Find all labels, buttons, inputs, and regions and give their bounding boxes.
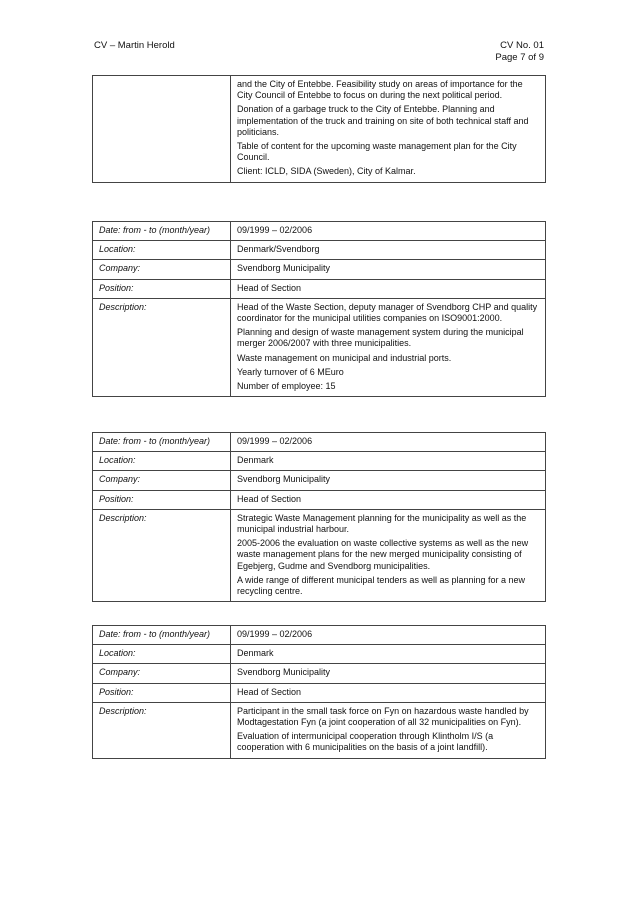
location-row (93, 452, 546, 471)
description-paragraph: and the City of Entebbe. Feasibility study on areas of importance for the City Council of Entebbe to focus on during the next political period. (237, 79, 523, 101)
description-paragraph: 2005-2006 the evaluation on waste collective systems as well as the new waste management plans for the new merged municipality consisting of Egebjerg, Gudme and Svendborg municipalities. (237, 538, 529, 571)
company-value: Svendborg Municipality (231, 260, 546, 279)
continuation-label-cell (93, 76, 231, 183)
description-paragraph: Yearly turnover of 6 MEuro (237, 366, 344, 377)
company-value: Svendborg Municipality (231, 664, 546, 683)
description-paragraph: Table of content for the upcoming waste management plan for the City Council. (237, 141, 517, 163)
position-row (93, 279, 546, 298)
date-label: Date: from - to (month/year) (93, 222, 231, 241)
location-value: Denmark (231, 452, 546, 471)
description-paragraph: Waste management on municipal and industrial ports. (237, 352, 452, 363)
company-row (93, 664, 546, 683)
description-value (231, 509, 546, 601)
description-paragraph: Client: ICLD, SIDA (Sweden), City of Kalmar. (237, 166, 416, 177)
description-paragraph: Strategic Waste Management planning for the municipality as well as the municipal industrial harbour. (237, 512, 527, 535)
employment-entry-2 (92, 432, 546, 602)
description-paragraph: Head of the Waste Section, deputy manager of Svendborg CHP and quality coordinator for the municipal utilities companies on ISO9001:2000. (237, 301, 538, 324)
description-paragraph: Participant in the small task force on Fyn on hazardous waste handled by Modtagestation Fyn (a joint cooperation of all 32 municipalities on Fyn). (237, 705, 529, 728)
description-paragraph: Donation of a garbage truck to the City of Entebbe. Planning and implementation of the truck and training on site of both technical staff and politicians. (237, 104, 529, 137)
description-row (93, 298, 546, 396)
description-label: Description: (93, 702, 231, 758)
company-row (93, 260, 546, 279)
description-label: Description: (93, 509, 231, 601)
position-label: Position: (93, 490, 231, 509)
company-row (93, 471, 546, 490)
company-label: Company: (93, 664, 231, 683)
description-paragraph: Number of employee: 15 (237, 381, 336, 392)
employment-entry-3 (92, 625, 546, 759)
company-label: Company: (93, 471, 231, 490)
company-value: Svendborg Municipality (231, 471, 546, 490)
date-row (93, 626, 546, 645)
date-value: 09/1999 – 02/2006 (231, 626, 546, 645)
position-value: Head of Section (231, 490, 546, 509)
location-value: Denmark/Svendborg (231, 241, 546, 260)
description-paragraph: Planning and design of waste management system during the municipal merger 2006/2007 with three municipalities. (237, 327, 524, 349)
continuation-row (93, 76, 546, 183)
date-row (93, 222, 546, 241)
location-row (93, 645, 546, 664)
location-row (93, 241, 546, 260)
date-label: Date: from - to (month/year) (93, 433, 231, 452)
employment-entry-1 (92, 221, 546, 397)
continuation-table (92, 75, 546, 183)
date-row (93, 433, 546, 452)
description-value (231, 298, 546, 396)
header-cv-number: CV No. 01 (500, 40, 544, 51)
position-label: Position: (93, 683, 231, 702)
header-page-number: Page 7 of 9 (495, 52, 544, 63)
company-label: Company: (93, 260, 231, 279)
position-label: Position: (93, 279, 231, 298)
description-value (231, 702, 546, 758)
position-row (93, 683, 546, 702)
description-row (93, 509, 546, 601)
date-value: 09/1999 – 02/2006 (231, 222, 546, 241)
position-value: Head of Section (231, 683, 546, 702)
location-value: Denmark (231, 645, 546, 664)
date-value: 09/1999 – 02/2006 (231, 433, 546, 452)
header-document-info (495, 40, 544, 64)
description-label: Description: (93, 298, 231, 396)
header-author: CV – Martin Herold (94, 40, 175, 51)
location-label: Location: (93, 241, 231, 260)
location-label: Location: (93, 645, 231, 664)
description-paragraph: Evaluation of intermunicipal cooperation through Klintholm I/S (a cooperation with 6 municipalities on the basis of a joint landfill). (237, 731, 494, 753)
position-row (93, 490, 546, 509)
location-label: Location: (93, 452, 231, 471)
position-value: Head of Section (231, 279, 546, 298)
description-paragraph: A wide range of different municipal tenders as well as planning for a new recycling centre. (237, 574, 526, 597)
date-label: Date: from - to (month/year) (93, 626, 231, 645)
description-row (93, 702, 546, 758)
continuation-description (231, 76, 546, 183)
